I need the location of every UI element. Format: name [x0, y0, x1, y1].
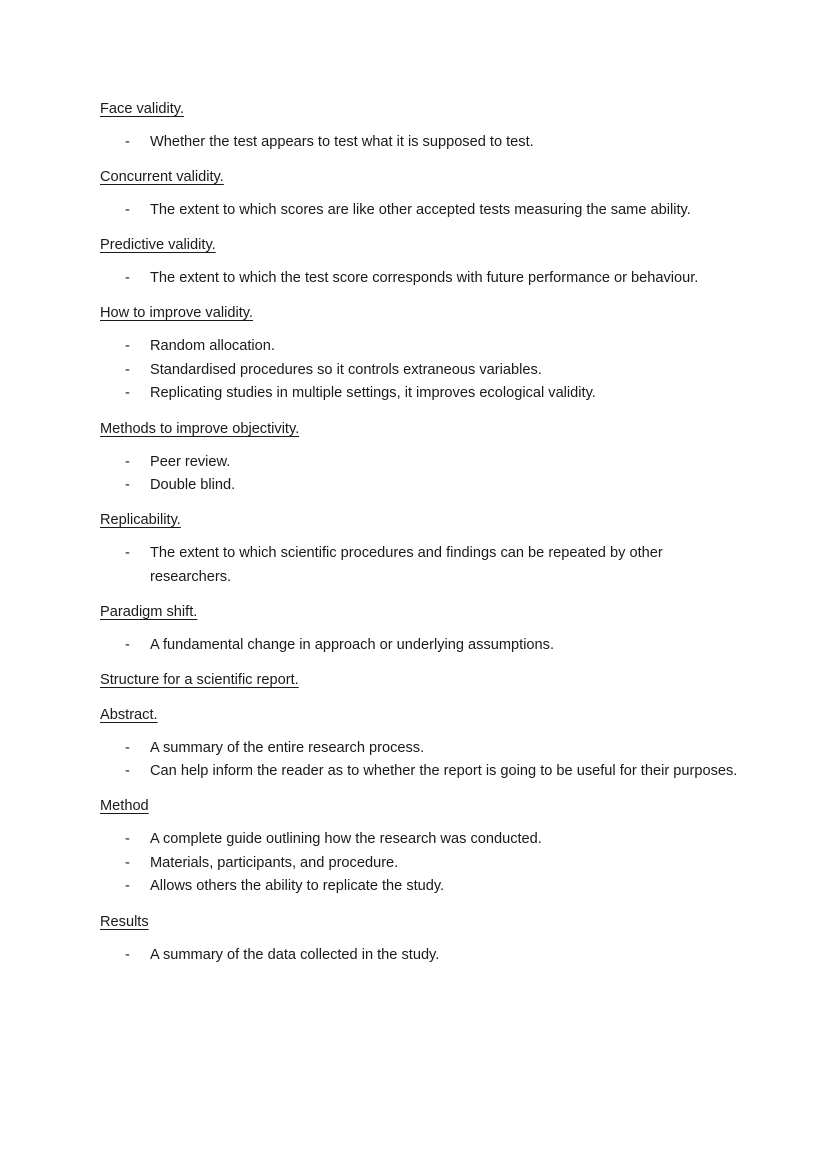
dash-bullet: -	[125, 831, 130, 848]
list-item	[100, 944, 740, 968]
section-report-structure	[100, 668, 740, 692]
bullet-list	[100, 944, 740, 968]
list-item	[100, 474, 740, 498]
section-heading: Paradigm shift.	[100, 603, 198, 620]
bullet-list	[100, 451, 740, 498]
bullet-list	[100, 634, 740, 658]
list-item-text: Can help inform the reader as to whether the report is going to be useful for their purposes.	[150, 763, 738, 780]
section-paradigm-shift	[100, 600, 740, 658]
bullet-list	[100, 267, 740, 291]
section-method	[100, 794, 740, 899]
list-item-text: Random allocation.	[150, 338, 275, 355]
dash-bullet: -	[125, 854, 130, 871]
dash-bullet: -	[125, 361, 130, 378]
list-item	[100, 267, 740, 291]
section-heading: Methods to improve objectivity.	[100, 420, 300, 437]
section-heading: How to improve validity.	[100, 305, 254, 322]
list-item	[100, 451, 740, 475]
section-heading: Face validity.	[100, 101, 185, 117]
dash-bullet: -	[125, 477, 130, 494]
bullet-list	[100, 737, 740, 784]
document-page	[100, 97, 740, 978]
section-improve-objectivity	[100, 417, 740, 498]
dash-bullet: -	[125, 385, 130, 402]
list-item-text: Peer review.	[150, 453, 231, 470]
list-item-text: A complete guide outlining how the research was conducted.	[150, 831, 542, 848]
list-item-text: Materials, participants, and procedure.	[150, 854, 399, 871]
bullet-list	[100, 335, 740, 406]
list-item-text: Replicating studies in multiple settings, it improves ecological validity.	[150, 385, 596, 402]
list-item	[100, 382, 740, 406]
bullet-list	[100, 542, 740, 589]
section-heading: Results	[100, 913, 149, 930]
list-item	[100, 542, 740, 589]
section-heading: Abstract.	[100, 706, 158, 723]
list-item-text: Standardised procedures so it controls extraneous variables.	[150, 361, 542, 378]
bullet-list	[100, 828, 740, 899]
dash-bullet: -	[125, 878, 130, 895]
section-heading: Predictive validity.	[100, 237, 216, 254]
list-item	[100, 852, 740, 876]
bullet-list	[100, 199, 740, 223]
dash-bullet: -	[125, 338, 130, 355]
section-predictive-validity	[100, 233, 740, 291]
list-item	[100, 875, 740, 899]
list-item	[100, 634, 740, 658]
section-heading: Structure for a scientific report.	[100, 672, 299, 689]
section-face-validity	[100, 97, 740, 155]
list-item	[100, 760, 740, 784]
section-replicability	[100, 508, 740, 589]
list-item	[100, 737, 740, 761]
dash-bullet: -	[125, 134, 130, 150]
dash-bullet: -	[125, 763, 130, 780]
bullet-list	[100, 131, 740, 155]
dash-bullet: -	[125, 270, 130, 287]
list-item-text: A summary of the entire research process.	[150, 739, 425, 756]
list-item-text: The extent to which the test score corresponds with future performance or behaviour.	[150, 270, 699, 287]
list-item-text: Allows others the ability to replicate the study.	[150, 878, 445, 895]
dash-bullet: -	[125, 739, 130, 756]
section-improve-validity	[100, 301, 740, 406]
dash-bullet: -	[125, 636, 130, 653]
list-item	[100, 199, 740, 223]
dash-bullet: -	[125, 453, 130, 470]
list-item-text: A summary of the data collected in the study.	[150, 946, 440, 963]
section-results	[100, 910, 740, 968]
section-concurrent-validity	[100, 165, 740, 223]
list-item	[100, 828, 740, 852]
list-item	[100, 335, 740, 359]
dash-bullet: -	[125, 545, 130, 562]
list-item-text: A fundamental change in approach or underlying assumptions.	[150, 636, 555, 653]
section-heading: Replicability.	[100, 512, 181, 529]
list-item-text: The extent to which scores are like other accepted tests measuring the same ability.	[150, 202, 691, 219]
list-item	[100, 131, 740, 155]
list-item-text: Whether the test appears to test what it is supposed to test.	[150, 134, 534, 150]
dash-bullet: -	[125, 202, 130, 219]
section-heading: Concurrent validity.	[100, 169, 224, 186]
section-abstract	[100, 703, 740, 784]
section-heading: Method	[100, 798, 149, 815]
list-item	[100, 359, 740, 383]
list-item-text: The extent to which scientific procedures and findings can be repeated by other researchers.	[150, 545, 663, 585]
dash-bullet: -	[125, 946, 130, 963]
list-item-text: Double blind.	[150, 477, 236, 494]
